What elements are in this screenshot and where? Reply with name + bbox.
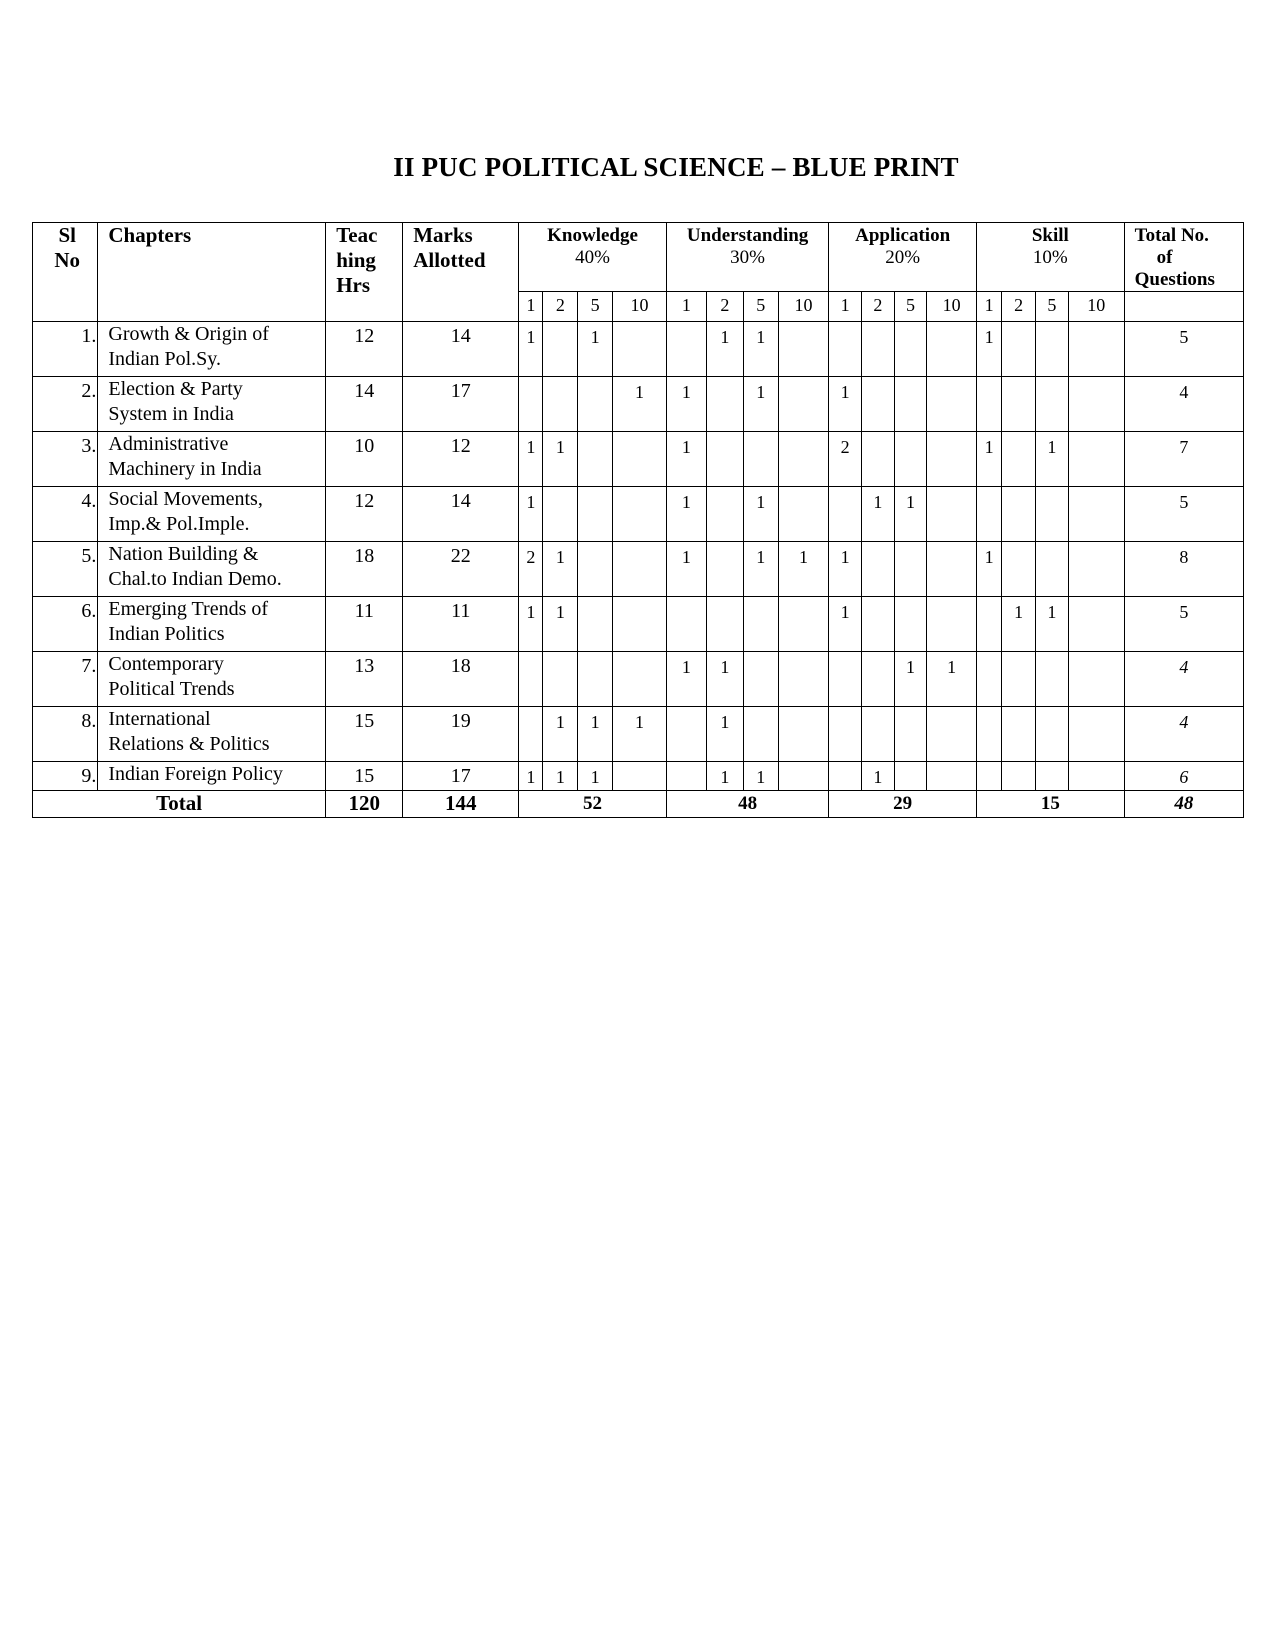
mark-count-cell	[778, 652, 829, 707]
total-row	[33, 791, 1244, 818]
header-line: Sl	[58, 223, 76, 247]
mark-type-cell: 10	[1068, 292, 1124, 322]
group-percent: 20%	[885, 247, 921, 268]
mark-type-total-blank	[1124, 292, 1243, 322]
mark-count-cell	[927, 762, 977, 791]
mark-count-cell	[706, 377, 743, 432]
mark-type-cell: 5	[578, 292, 613, 322]
group-percent: 30%	[730, 247, 765, 268]
sl-no-cell: 7.	[33, 652, 98, 707]
sl-no-cell: 6.	[33, 597, 98, 652]
mark-count-cell	[976, 652, 1001, 707]
mark-count-cell	[927, 377, 977, 432]
mark-count-cell	[1068, 652, 1124, 707]
mark-count-cell: 1	[706, 652, 743, 707]
table-row	[33, 597, 1244, 652]
mark-count-cell	[927, 542, 977, 597]
header-line: of	[1156, 247, 1173, 268]
mark-count-cell	[894, 542, 927, 597]
mark-count-cell	[1002, 322, 1036, 377]
mark-count-cell: 1	[543, 762, 578, 791]
mark-count-cell	[1002, 487, 1036, 542]
teaching-hrs-cell: 18	[326, 542, 403, 597]
sl-no-cell: 9.	[33, 762, 98, 791]
mark-count-cell: 1	[743, 762, 778, 791]
mark-count-cell: 1	[743, 542, 778, 597]
chapter-line: Nation Building &	[108, 543, 259, 565]
mark-type-cell: 2	[543, 292, 578, 322]
mark-count-cell	[613, 762, 667, 791]
mark-count-cell	[706, 542, 743, 597]
mark-count-cell	[862, 322, 895, 377]
mark-count-cell	[862, 377, 895, 432]
header-line: Total No.	[1134, 225, 1209, 246]
chapter-line: Imp.& Pol.Imple.	[108, 513, 250, 535]
header-line: Hrs	[336, 273, 371, 297]
mark-count-cell: 1	[519, 432, 543, 487]
mark-count-cell	[778, 597, 829, 652]
mark-count-cell: 1	[666, 542, 706, 597]
mark-type-cell: 1	[976, 292, 1001, 322]
mark-count-cell	[927, 487, 977, 542]
chapter-line: Election & Party	[108, 378, 243, 400]
header-group-knowledge	[519, 223, 667, 292]
mark-count-cell: 1	[613, 707, 667, 762]
total-questions-cell: 4	[1124, 652, 1243, 707]
mark-count-cell: 1	[543, 432, 578, 487]
mark-count-cell	[927, 432, 977, 487]
table-row	[33, 652, 1244, 707]
group-percent: 10%	[1032, 247, 1068, 268]
mark-count-cell	[1036, 322, 1069, 377]
mark-count-cell	[613, 597, 667, 652]
mark-count-cell	[743, 432, 778, 487]
marks-allotted-cell: 12	[403, 432, 519, 487]
sl-no-cell: 5.	[33, 542, 98, 597]
mark-count-cell	[613, 487, 667, 542]
mark-count-cell	[1002, 377, 1036, 432]
mark-count-cell: 1	[543, 542, 578, 597]
mark-count-cell: 1	[976, 432, 1001, 487]
mark-count-cell	[613, 322, 667, 377]
chapter-line: Relations & Politics	[108, 733, 270, 755]
mark-type-cell: 1	[666, 292, 706, 322]
mark-count-cell: 1	[829, 597, 862, 652]
table-row	[33, 762, 1244, 791]
mark-count-cell	[1036, 377, 1069, 432]
mark-count-cell: 1	[519, 762, 543, 791]
mark-count-cell	[927, 707, 977, 762]
total-marks: 144	[403, 791, 519, 818]
mark-count-cell	[543, 377, 578, 432]
total-questions-cell: 8	[1124, 542, 1243, 597]
table-row	[33, 487, 1244, 542]
chapter-line: System in India	[108, 403, 234, 425]
chapter-cell	[98, 432, 326, 487]
table-row	[33, 377, 1244, 432]
total-group-marks: 48	[666, 791, 828, 818]
mark-count-cell	[1002, 707, 1036, 762]
header-chapters: Chapters	[98, 223, 326, 322]
mark-count-cell: 1	[1036, 597, 1069, 652]
mark-type-cell: 1	[519, 292, 543, 322]
chapter-line: Contemporary	[108, 653, 224, 675]
mark-count-cell	[894, 432, 927, 487]
mark-count-cell	[613, 652, 667, 707]
total-group-marks: 52	[519, 791, 667, 818]
mark-count-cell	[578, 652, 613, 707]
mark-count-cell: 1	[519, 322, 543, 377]
page-title: II PUC POLITICAL SCIENCE – BLUE PRINT	[393, 152, 959, 182]
mark-count-cell	[894, 377, 927, 432]
mark-count-cell	[894, 322, 927, 377]
mark-type-cell: 5	[894, 292, 927, 322]
mark-count-cell	[1068, 707, 1124, 762]
mark-count-cell: 1	[829, 377, 862, 432]
table-row	[33, 707, 1244, 762]
mark-count-cell	[927, 322, 977, 377]
mark-count-cell	[743, 652, 778, 707]
marks-allotted-cell: 14	[403, 487, 519, 542]
mark-count-cell	[1068, 377, 1124, 432]
total-questions: 48	[1124, 791, 1243, 818]
mark-count-cell	[666, 707, 706, 762]
group-name: Skill	[1031, 225, 1069, 246]
mark-type-cell: 10	[613, 292, 667, 322]
mark-count-cell	[778, 762, 829, 791]
mark-count-cell	[829, 487, 862, 542]
mark-count-cell: 1	[778, 542, 829, 597]
mark-count-cell: 1	[1002, 597, 1036, 652]
mark-count-cell	[706, 432, 743, 487]
mark-count-cell: 1	[519, 597, 543, 652]
mark-count-cell	[666, 762, 706, 791]
mark-count-cell	[578, 487, 613, 542]
total-questions-cell: 7	[1124, 432, 1243, 487]
mark-count-cell	[778, 432, 829, 487]
mark-count-cell: 1	[894, 487, 927, 542]
mark-count-cell	[666, 597, 706, 652]
chapter-cell	[98, 762, 326, 791]
sl-no-cell: 8.	[33, 707, 98, 762]
mark-type-cell: 10	[778, 292, 829, 322]
mark-count-cell	[1002, 432, 1036, 487]
marks-allotted-cell: 17	[403, 762, 519, 791]
marks-allotted-cell: 11	[403, 597, 519, 652]
group-percent: 40%	[575, 247, 610, 268]
mark-count-cell: 1	[706, 707, 743, 762]
mark-type-cell: 5	[1036, 292, 1069, 322]
teaching-hrs-cell: 10	[326, 432, 403, 487]
table-body	[33, 223, 1244, 818]
teaching-hrs-cell: 15	[326, 762, 403, 791]
mark-count-cell: 1	[743, 322, 778, 377]
mark-count-cell	[706, 597, 743, 652]
mark-count-cell	[829, 707, 862, 762]
header-sl-no	[33, 223, 98, 322]
teaching-hrs-cell: 12	[326, 322, 403, 377]
mark-count-cell	[927, 597, 977, 652]
mark-count-cell	[862, 652, 895, 707]
mark-count-cell: 1	[666, 487, 706, 542]
group-name: Application	[855, 225, 951, 246]
mark-count-cell	[543, 652, 578, 707]
mark-count-cell	[1068, 487, 1124, 542]
total-group-marks: 15	[976, 791, 1124, 818]
header-line: Teac	[336, 223, 378, 247]
mark-count-cell	[862, 432, 895, 487]
mark-count-cell: 2	[519, 542, 543, 597]
table-row	[33, 542, 1244, 597]
mark-type-cell: 2	[706, 292, 743, 322]
group-name: Understanding	[686, 225, 809, 246]
mark-count-cell: 1	[743, 487, 778, 542]
mark-count-cell	[862, 707, 895, 762]
mark-count-cell	[1036, 652, 1069, 707]
header-total-questions	[1124, 223, 1243, 292]
blueprint-table-container	[32, 222, 1244, 818]
mark-count-cell	[829, 762, 862, 791]
mark-count-cell	[543, 322, 578, 377]
mark-count-cell: 1	[862, 762, 895, 791]
mark-count-cell: 1	[543, 597, 578, 652]
total-questions-cell: 5	[1124, 487, 1243, 542]
mark-count-cell	[1036, 762, 1069, 791]
header-teaching-hrs	[326, 223, 403, 322]
mark-count-cell	[778, 377, 829, 432]
mark-count-cell: 1	[927, 652, 977, 707]
blueprint-table	[32, 222, 1244, 818]
chapter-cell	[98, 597, 326, 652]
chapter-cell	[98, 542, 326, 597]
marks-allotted-cell: 18	[403, 652, 519, 707]
mark-count-cell: 1	[578, 762, 613, 791]
group-name: Knowledge	[547, 225, 638, 246]
total-questions-cell: 5	[1124, 322, 1243, 377]
mark-count-cell	[613, 432, 667, 487]
mark-count-cell	[578, 597, 613, 652]
mark-count-cell	[976, 707, 1001, 762]
total-questions-cell: 4	[1124, 707, 1243, 762]
table-row	[33, 432, 1244, 487]
mark-count-cell	[862, 597, 895, 652]
mark-count-cell: 1	[1036, 432, 1069, 487]
header-line: hing	[336, 248, 376, 272]
header-group-application	[829, 223, 977, 292]
mark-count-cell	[1036, 487, 1069, 542]
mark-count-cell: 1	[543, 707, 578, 762]
header-line: Marks	[413, 223, 473, 247]
mark-count-cell	[706, 487, 743, 542]
marks-allotted-cell: 19	[403, 707, 519, 762]
header-group-understanding	[666, 223, 828, 292]
mark-count-cell	[778, 487, 829, 542]
chapter-line: Political Trends	[108, 678, 235, 700]
chapter-line: Administrative	[108, 433, 229, 455]
mark-count-cell	[778, 322, 829, 377]
total-questions-cell: 5	[1124, 597, 1243, 652]
mark-count-cell	[894, 762, 927, 791]
mark-count-cell	[1068, 542, 1124, 597]
teaching-hrs-cell: 13	[326, 652, 403, 707]
mark-type-cell: 5	[743, 292, 778, 322]
table-row	[33, 322, 1244, 377]
mark-count-cell: 1	[666, 652, 706, 707]
total-questions-cell: 6	[1124, 762, 1243, 791]
chapter-cell	[98, 707, 326, 762]
mark-count-cell	[743, 707, 778, 762]
chapter-line: Social Movements,	[108, 488, 263, 510]
mark-count-cell	[778, 707, 829, 762]
teaching-hrs-cell: 12	[326, 487, 403, 542]
mark-count-cell	[578, 377, 613, 432]
mark-count-cell	[894, 597, 927, 652]
mark-count-cell	[976, 762, 1001, 791]
mark-count-cell: 1	[862, 487, 895, 542]
chapter-cell	[98, 377, 326, 432]
sl-no-cell: 4.	[33, 487, 98, 542]
chapter-line: International	[108, 708, 211, 730]
mark-count-cell	[862, 542, 895, 597]
sl-no-cell: 3.	[33, 432, 98, 487]
chapter-line: Growth & Origin of	[108, 323, 269, 345]
mark-count-cell: 1	[743, 377, 778, 432]
header-group-skill	[976, 223, 1124, 292]
mark-count-cell	[894, 707, 927, 762]
mark-count-cell	[519, 652, 543, 707]
mark-count-cell	[519, 377, 543, 432]
mark-count-cell: 1	[829, 542, 862, 597]
total-group-marks: 29	[829, 791, 977, 818]
mark-count-cell: 2	[829, 432, 862, 487]
mark-count-cell: 1	[613, 377, 667, 432]
teaching-hrs-cell: 11	[326, 597, 403, 652]
mark-count-cell	[976, 377, 1001, 432]
mark-count-cell: 1	[894, 652, 927, 707]
mark-count-cell	[1068, 322, 1124, 377]
mark-type-cell: 2	[862, 292, 895, 322]
header-row	[33, 223, 1244, 292]
mark-count-cell	[613, 542, 667, 597]
chapter-line: Indian Foreign Policy	[108, 763, 283, 785]
mark-count-cell: 1	[976, 322, 1001, 377]
teaching-hrs-cell: 14	[326, 377, 403, 432]
mark-count-cell	[519, 707, 543, 762]
header-line: Questions	[1134, 269, 1215, 290]
chapter-line: Machinery in India	[108, 458, 262, 480]
mark-count-cell: 1	[976, 542, 1001, 597]
sl-no-cell: 2.	[33, 377, 98, 432]
mark-count-cell	[1002, 542, 1036, 597]
chapter-cell	[98, 652, 326, 707]
mark-count-cell: 1	[706, 322, 743, 377]
mark-count-cell: 1	[519, 487, 543, 542]
total-hrs: 120	[326, 791, 403, 818]
mark-count-cell	[1068, 597, 1124, 652]
mark-count-cell: 1	[666, 432, 706, 487]
mark-count-cell	[743, 597, 778, 652]
sl-no-cell: 1.	[33, 322, 98, 377]
marks-allotted-cell: 17	[403, 377, 519, 432]
header-line: No	[54, 248, 81, 272]
mark-count-cell	[976, 597, 1001, 652]
mark-count-cell: 1	[578, 707, 613, 762]
mark-count-cell: 1	[706, 762, 743, 791]
mark-count-cell	[1002, 762, 1036, 791]
marks-allotted-cell: 14	[403, 322, 519, 377]
chapter-line: Emerging Trends of	[108, 598, 269, 620]
mark-count-cell	[1036, 707, 1069, 762]
mark-type-cell: 10	[927, 292, 977, 322]
mark-count-cell	[578, 432, 613, 487]
teaching-hrs-cell: 15	[326, 707, 403, 762]
total-questions-cell: 4	[1124, 377, 1243, 432]
chapter-line: Chal.to Indian Demo.	[108, 568, 282, 590]
marks-allotted-cell: 22	[403, 542, 519, 597]
mark-count-cell	[829, 652, 862, 707]
mark-count-cell: 1	[578, 322, 613, 377]
mark-count-cell	[578, 542, 613, 597]
mark-count-cell	[1068, 762, 1124, 791]
mark-count-cell	[666, 322, 706, 377]
mark-count-cell	[976, 487, 1001, 542]
header-line: Allotted	[413, 248, 486, 272]
mark-count-cell	[1036, 542, 1069, 597]
mark-count-cell	[543, 487, 578, 542]
total-label: Total	[33, 791, 326, 818]
header-marks-allotted	[403, 223, 519, 322]
mark-count-cell	[1002, 652, 1036, 707]
mark-count-cell	[829, 322, 862, 377]
mark-type-cell: 1	[829, 292, 862, 322]
chapter-line: Indian Pol.Sy.	[108, 348, 221, 370]
mark-type-cell: 2	[1002, 292, 1036, 322]
chapter-cell	[98, 322, 326, 377]
chapter-cell	[98, 487, 326, 542]
mark-count-cell: 1	[666, 377, 706, 432]
mark-count-cell	[1068, 432, 1124, 487]
chapter-line: Indian Politics	[108, 623, 225, 645]
